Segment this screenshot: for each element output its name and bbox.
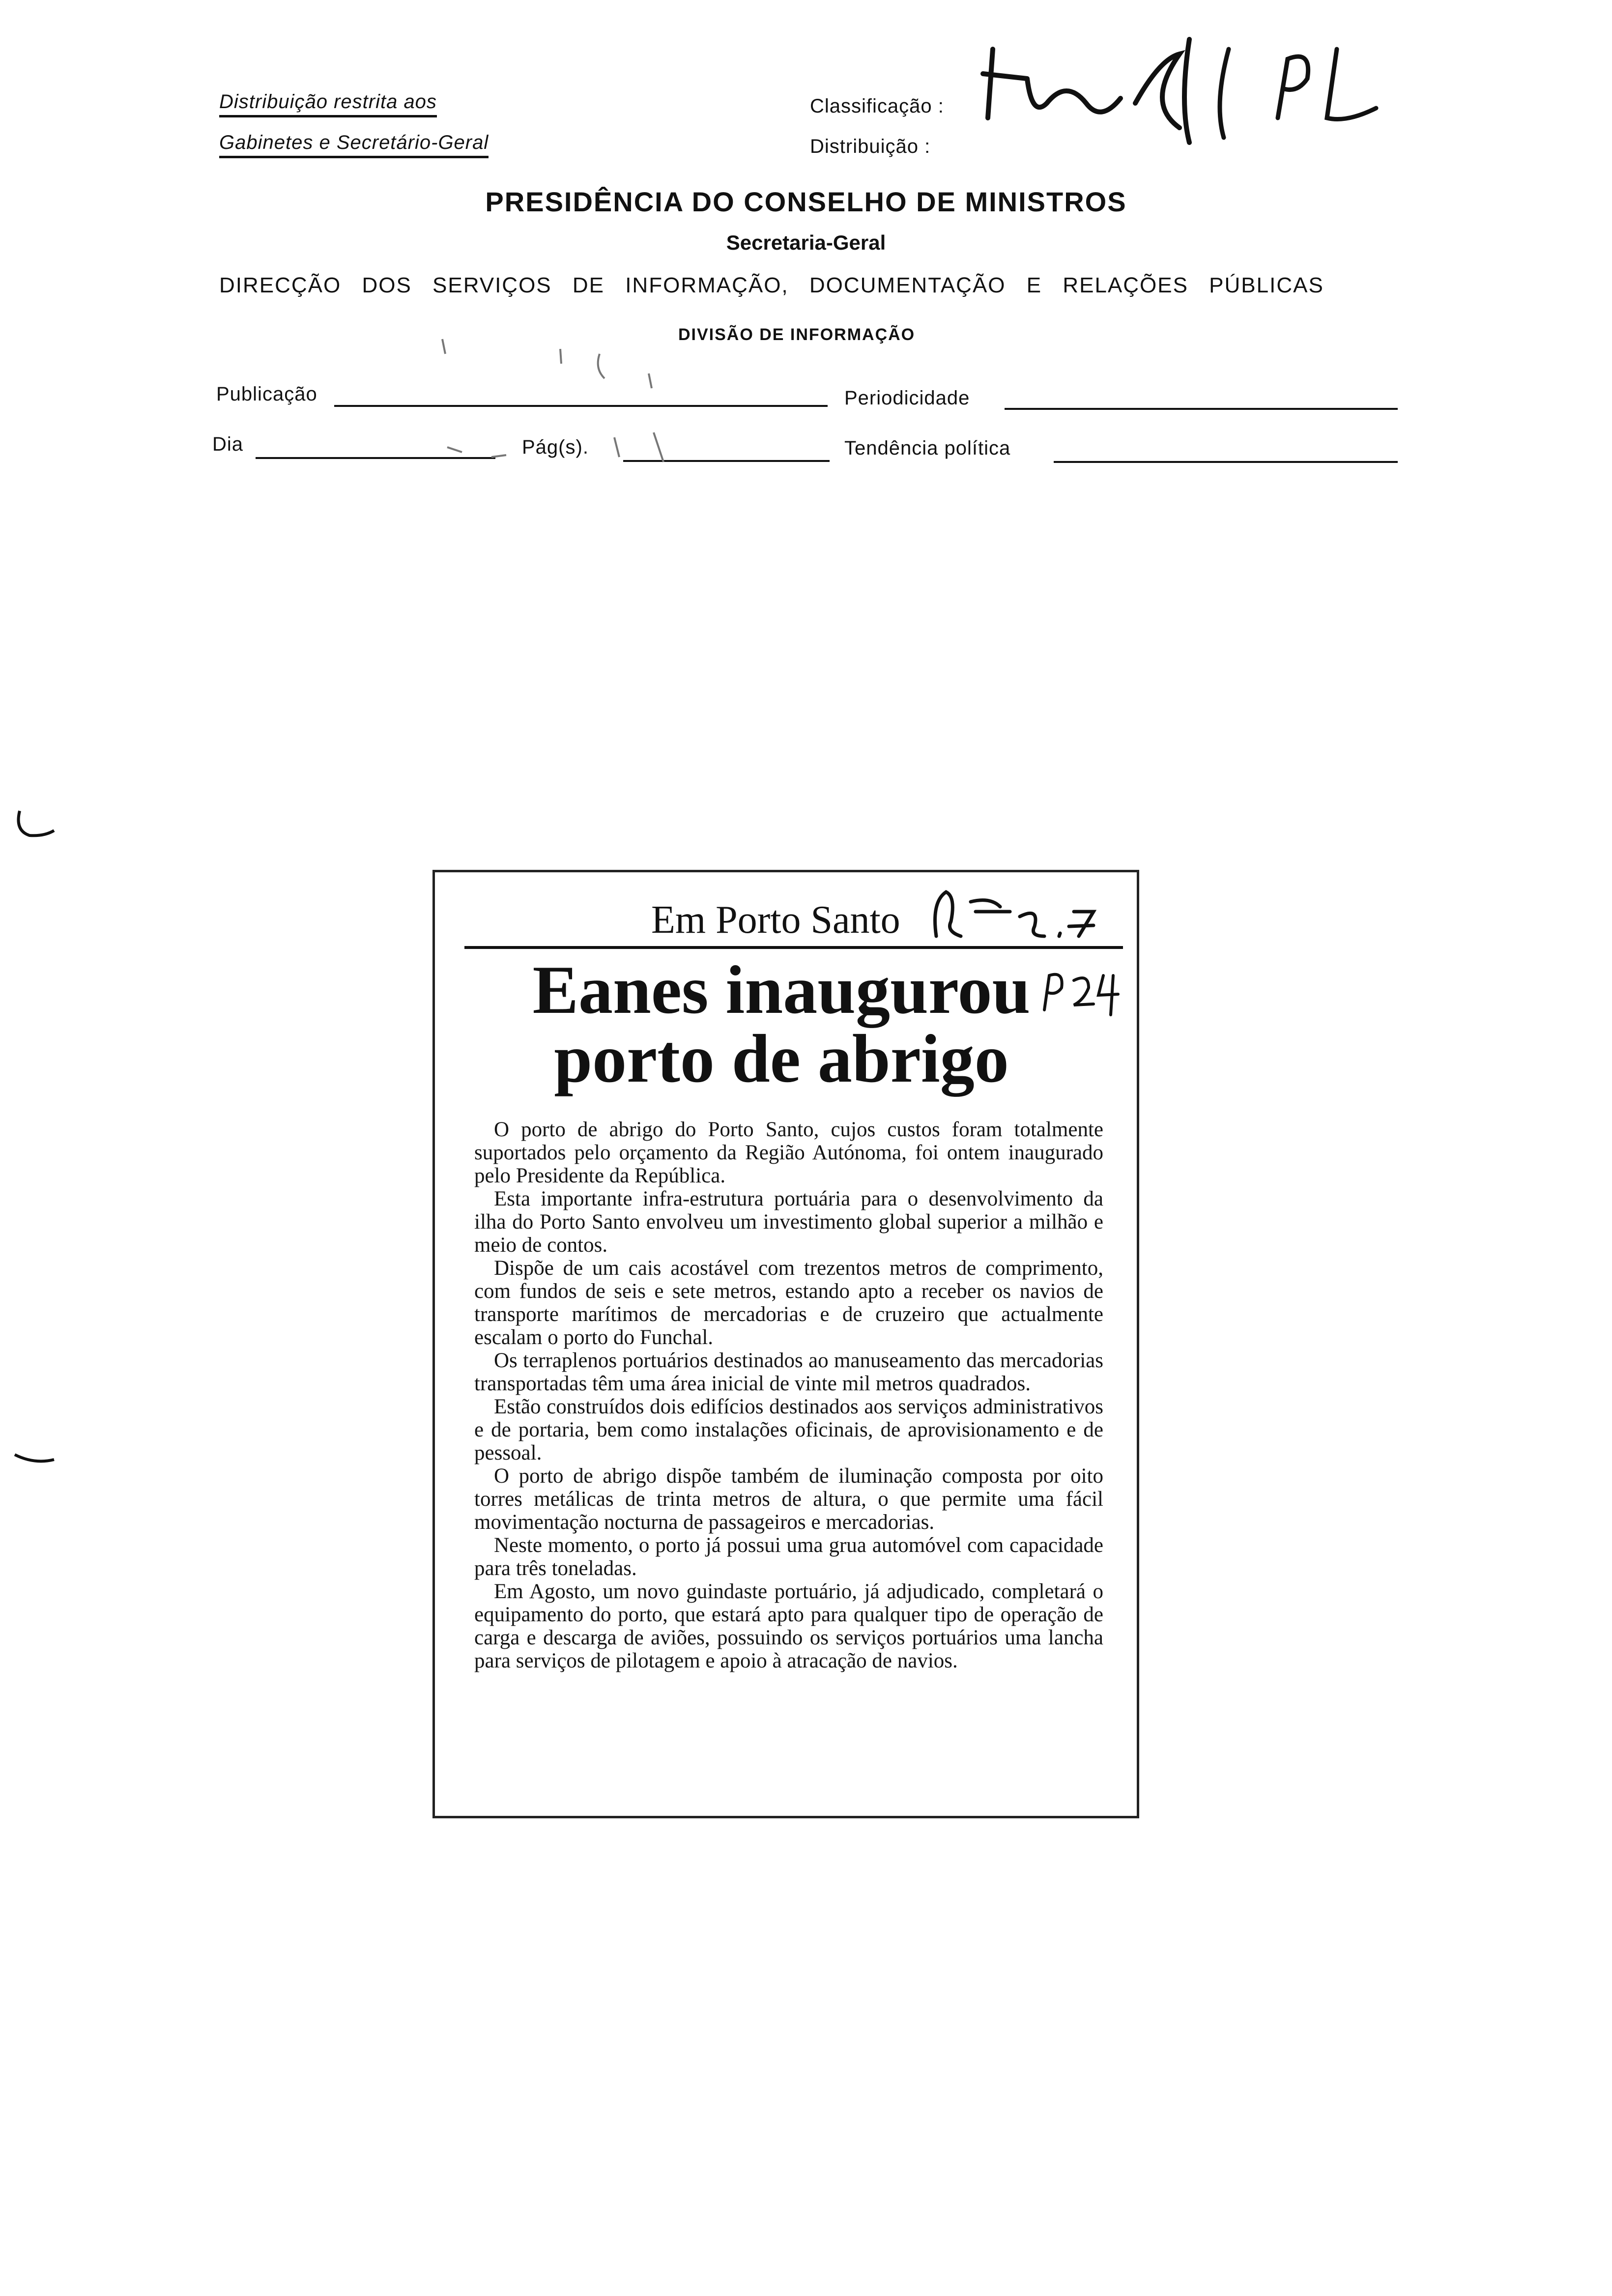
headline-line1: Eanes inaugurou <box>532 952 1031 1028</box>
article-paragraph: O porto de abrigo do Porto Santo, cujos custos foram totalmente suportados pelo orçamento da Região Autónoma, foi ontem inaugurado pelo Presidente da República. <box>474 1118 1103 1187</box>
page-subtitle: Secretaria-Geral <box>726 231 886 254</box>
newspaper-clipping <box>432 870 1139 1818</box>
article-paragraph: Os terraplenos portuários destinados ao manuseamento das mercadorias transportadas têm uma área inicial de vinte mil metros quadrados. <box>474 1349 1103 1395</box>
margin-mark-top <box>10 806 59 845</box>
publicacao-label: Publicação <box>216 383 317 405</box>
kicker-rule <box>464 946 1123 949</box>
distribuicao-label: Distribuição : <box>810 136 931 157</box>
clipping-kicker: Em Porto Santo <box>651 898 900 942</box>
periodicidade-label: Periodicidade <box>844 387 970 409</box>
division-line: DIVISÃO DE INFORMAÇÃO <box>678 325 916 344</box>
article-paragraph: Esta importante infra-estrutura portuária para o desenvolvimento da ilha do Porto Santo envolveu um investimento global superior a milhão e meio de contos. <box>474 1187 1103 1257</box>
article-paragraph: Em Agosto, um novo guindaste portuário, já adjudicado, completará o equipamento do porto, que estará apto para qualquer tipo de operação de carga e descarga de aviões, possuindo os serviços portuários uma lancha para serviços de pilotagem e apoio à atracação de navios. <box>474 1580 1103 1672</box>
margin-mark-bottom <box>10 1450 59 1469</box>
headline-line2: porto de abrigo <box>554 1021 1009 1097</box>
handwritten-page-note <box>1035 966 1133 1020</box>
handwritten-classification-mark <box>973 20 1406 147</box>
article-paragraph: Neste momento, o porto já possui uma grua automóvel com capacidade para três toneladas. <box>474 1534 1103 1580</box>
restricted-distribution-line2: Gabinetes e Secretário-Geral <box>219 132 489 158</box>
article-paragraph: Dispõe de um cais acostável com trezentos metros de comprimento, com fundos de seis e sete metros, estando apto a receber os navios de transporte marítimos de mercadorias e de cruzeiro que actualmente escalam o porto do Funchal. <box>474 1257 1103 1349</box>
article-paragraph: O porto de abrigo dispõe também de iluminação composta por oito torres metálicas de trinta metros de altura, o que permite uma fácil movimentação nocturna de passageiros e mercadorias. <box>474 1464 1103 1534</box>
faint-stamp-marks <box>432 334 786 472</box>
pags-label: Pág(s). <box>522 436 589 458</box>
classificacao-label: Classificação : <box>810 95 944 117</box>
directorate-line: DIRECÇÃO DOS SERVIÇOS DE INFORMAÇÃO, DOCUMENTAÇÃO E RELAÇÕES PÚBLICAS <box>219 273 1324 297</box>
handwritten-date-note <box>926 882 1133 946</box>
page-title: PRESIDÊNCIA DO CONSELHO DE MINISTROS <box>485 186 1127 217</box>
tendencia-field-line <box>1054 461 1398 463</box>
tendencia-label: Tendência política <box>844 437 1011 459</box>
article-body <box>474 1118 1103 1672</box>
dia-label: Dia <box>212 433 244 455</box>
periodicidade-field-line <box>1005 408 1398 410</box>
restricted-distribution-line1: Distribuição restrita aos <box>219 91 437 117</box>
article-paragraph: Estão construídos dois edifícios destinados aos serviços administrativos e de portaria, bem como instalações oficinais, de aprovisionamento e de pessoal. <box>474 1395 1103 1464</box>
